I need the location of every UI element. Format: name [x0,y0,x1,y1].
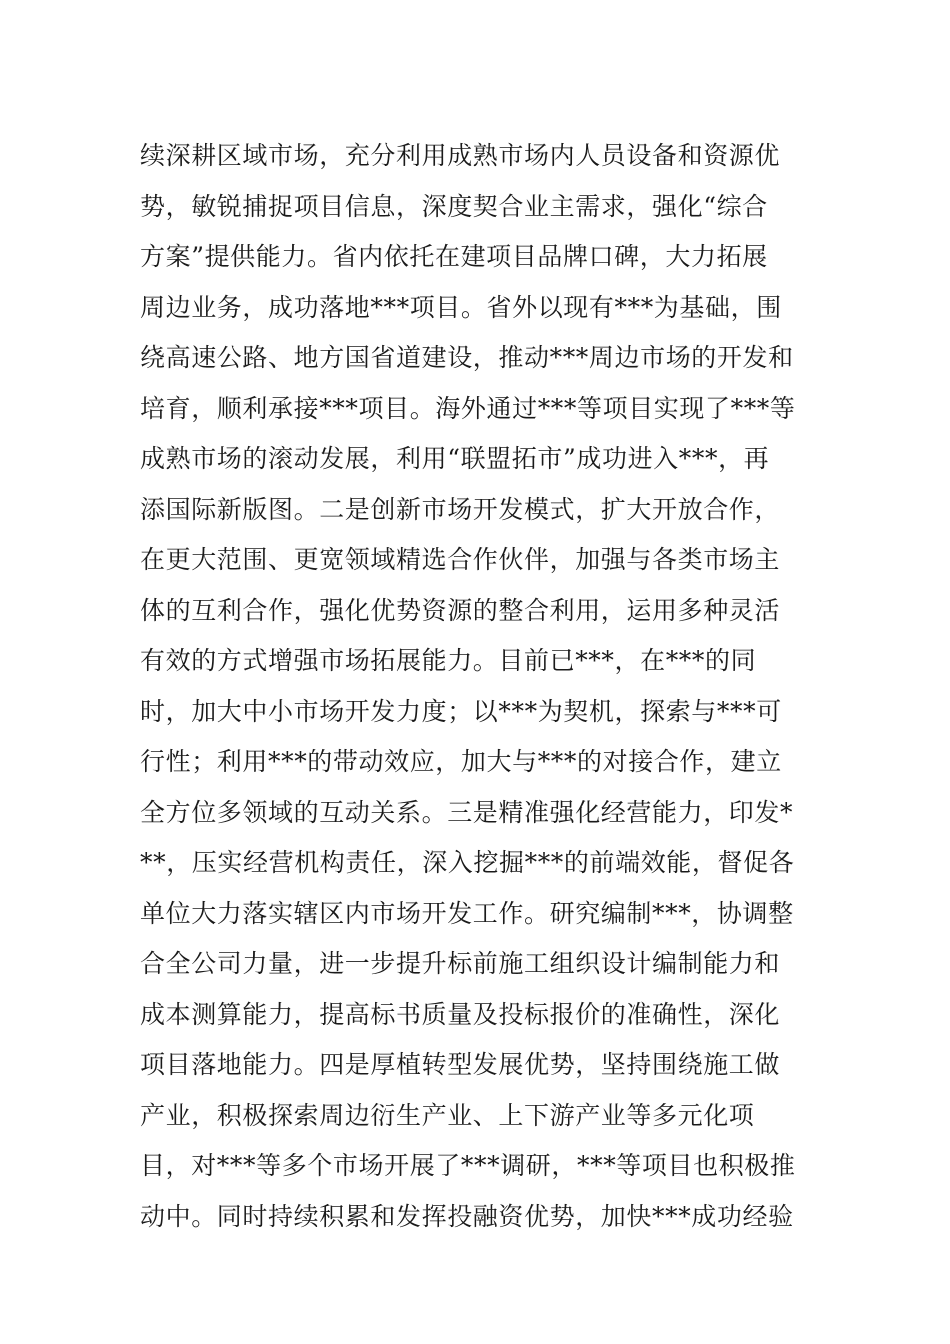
text-line: 目，对***等多个市场开展了***调研，***等项目也积极推 [140,1151,796,1180]
text-line: 续深耕区域市场，充分利用成熟市场内人员设备和资源优 [140,141,781,170]
text-line: 产业，积极探索周边衍生产业、上下游产业等多元化项 [140,1100,755,1130]
text-line: 全方位多领域的互动关系。三是精准强化经营能力，印发* [140,797,794,827]
text-line: 周边业务，成功落地***项目。省外以现有***为基础，围 [140,292,782,322]
text-line: 行性；利用***的带动效应，加大与***的对接合作，建立 [140,747,782,776]
text-line: 单位大力落实辖区内市场开发工作。研究编制***，协调整 [140,898,794,928]
text-line: 成熟市场的滚动发展，利用“联盟拓市”成功进入***，再 [140,444,770,473]
text-line: 合全公司力量，进一步提升标前施工组织设计编制能力和 [140,949,781,978]
text-line: 有效的方式增强市场拓展能力。目前已***，在***的同 [140,646,757,675]
text-line: 绕高速公路、地方国省道建设，推动***周边市场的开发和 [140,343,794,372]
text-line: 体的互利合作，强化优势资源的整合利用，运用多种灵活 [140,595,781,625]
text-line: 成本测算能力，提高标书质量及投标报价的准确性，深化 [140,999,781,1029]
text-line: 动中。同时持续积累和发挥投融资优势，加快***成功经验 [140,1201,794,1231]
text-line: 项目落地能力。四是厚植转型发展优势，坚持围绕施工做 [140,1050,781,1079]
text-line: 方案”提供能力。省内依托在建项目品牌口碑，大力拓展 [140,242,768,271]
text-line: 时，加大中小市场开发力度；以***为契机，探索与***可 [140,696,782,726]
text-line: 培育，顺利承接***项目。海外通过***等项目实现了***等 [140,393,796,423]
text-line: 势，敏锐捕捉项目信息，深度契合业主需求，强化“综合 [140,191,768,221]
body-paragraph [140,131,820,1242]
text-line: 在更大范围、更宽领域精选合作伙伴，加强与各类市场主 [140,545,781,574]
text-line: 添国际新版图。二是创新市场开发模式，扩大开放合作， [140,494,781,524]
text-line: **，压实经营机构责任，深入挖掘***的前端效能，督促各 [140,848,795,877]
